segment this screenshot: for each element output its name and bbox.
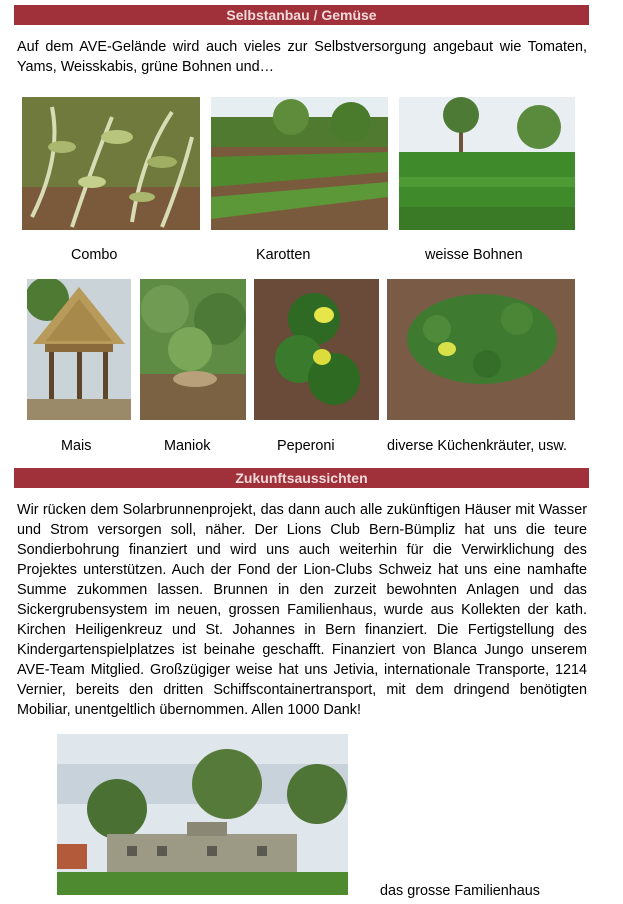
caption-peperoni: Peperoni bbox=[277, 438, 335, 454]
intro-paragraph: Auf dem AVE-Gelände wird auch vieles zur Selbstversorgung angebaut wie Tomaten, Yams, Weisskabis, grüne Bohnen und… bbox=[17, 39, 587, 75]
caption-familienhaus: das grosse Familienhaus bbox=[380, 883, 540, 899]
caption-kuechenkraeuter: diverse Küchenkräuter, usw. bbox=[387, 438, 567, 454]
caption-karotten: Karotten bbox=[256, 247, 311, 263]
photo-familienhaus bbox=[57, 734, 348, 895]
zukunft-paragraph: Wir rücken dem Solarbrunnenprojekt, das dann auch alle zukünftigen Häuser mit Wasser und Strom versorgen soll, näher. Der Lions Club Bern-Bümpliz hat uns die teure Sondierbohrung finanziert und wird uns auch weiterhin für die Verwirklichung des Projektes unterstützen. Auch der Fond der Lion-Clubs Schweiz hat uns eine namhafte Summe zukommen lassen. Brunnen in den zurzeit bewohnten Anlagen und das Sickergrubensystem im neuen, grossen Familienhaus, wurde aus Kollekten der kath. Kirchen Heiligenkreuz und St. Johannes in Bern finanziert. Die Fertigstellung des Kindergartenspielplatzes ist beinahe geschafft. Finanziert von Blanca Jungo unserem AVE-Team Mitglied. Großzügiger weise hat uns Jetivia, internationale Transporte, 1214 Vernier, bereits den dritten Schiffscontainertransport, mit dem dringend benötigten Mobiliar, unentgeltlich übernommen. Allen 1000 Dank! bbox=[17, 502, 587, 718]
photo-combo bbox=[22, 97, 200, 230]
photo-maniok bbox=[140, 279, 246, 420]
photo-weisse-bohnen bbox=[399, 97, 575, 230]
section-title-selbstanbau: Selbstanbau / Gemüse bbox=[14, 5, 589, 25]
caption-mais: Mais bbox=[61, 438, 92, 454]
section-title-zukunftsaussichten: Zukunftsaussichten bbox=[14, 468, 589, 488]
caption-combo: Combo bbox=[71, 247, 118, 263]
photo-kuechenkraeuter bbox=[387, 279, 575, 420]
photo-peperoni bbox=[254, 279, 379, 420]
caption-maniok: Maniok bbox=[164, 438, 211, 454]
photo-mais bbox=[27, 279, 131, 420]
photo-karotten bbox=[211, 97, 388, 230]
caption-weisse-bohnen: weisse Bohnen bbox=[425, 247, 523, 263]
